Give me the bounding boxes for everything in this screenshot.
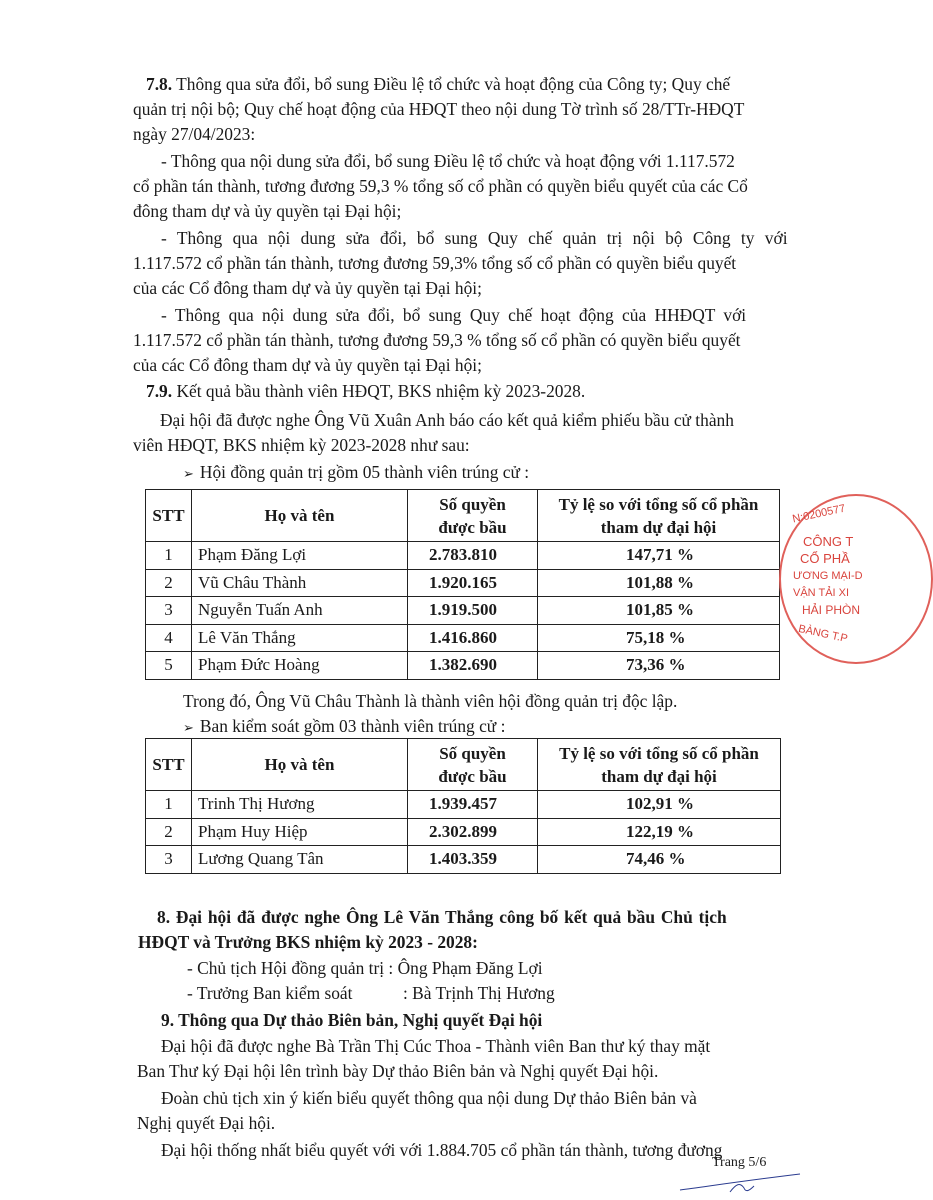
cell-votes: 1.416.860 [408, 624, 538, 652]
text-line: - Thông qua nội dung sửa đổi, bổ sung Quy chế hoạt động của HHĐQT với [161, 305, 747, 325]
cell-ratio: 101,88 % [538, 569, 780, 597]
header-name: Họ và tên [192, 739, 408, 791]
stamp-text: N:0200577 [791, 502, 847, 526]
page-number: Trang 5/6 [712, 1155, 767, 1170]
bullet-arrow-icon: ➢ [183, 721, 194, 736]
table-row [146, 542, 780, 570]
header-votes-line2: được bầu [438, 517, 507, 537]
cell-name: Trinh Thị Hương [192, 791, 408, 819]
section-text: Thông qua sửa đổi, bổ sung Điều lệ tổ chức và hoạt động của Công ty; Quy chế [172, 74, 731, 94]
cell-votes: 1.382.690 [408, 652, 538, 680]
cell-name: Lương Quang Tân [192, 846, 408, 874]
cell-name: Nguyễn Tuấn Anh [192, 597, 408, 625]
cell-votes: 1.919.500 [408, 597, 538, 625]
cell-ratio: 73,36 % [538, 652, 780, 680]
cell-ratio: 74,46 % [538, 846, 781, 874]
bks-table [145, 738, 781, 874]
text-line: 1.117.572 cổ phần tán thành, tương đương 59,3 % tổng số cổ phần có quyền biểu quyết [133, 330, 741, 350]
cell-name: Phạm Đức Hoàng [192, 652, 408, 680]
cell-votes: 1.939.457 [408, 791, 538, 819]
bks-head-value: : Bà Trịnh Thị Hương [403, 983, 555, 1003]
bullet-hdqt [183, 462, 529, 483]
header-ratio [538, 490, 780, 542]
cell-name: Lê Văn Thắng [192, 624, 408, 652]
header-stt: STT [146, 739, 192, 791]
table-row [146, 791, 781, 819]
cell-votes: 1.920.165 [408, 569, 538, 597]
header-stt: STT [146, 490, 192, 542]
header-ratio [538, 739, 781, 791]
header-votes [408, 490, 538, 542]
section-number: 7.8. [146, 74, 173, 94]
text-line: của các Cổ đông tham dự và ủy quyền tại Đại hội; [133, 278, 482, 298]
section-7-8-heading [146, 74, 730, 95]
header-ratio-line2: tham dự đại hội [601, 766, 717, 786]
cell-name: Vũ Châu Thành [192, 569, 408, 597]
table-row [146, 569, 780, 597]
section-7-9-heading [146, 381, 585, 402]
text-line: - Thông qua nội dung sửa đổi, bổ sung Điều lệ tổ chức và hoạt động với 1.117.572 [161, 151, 735, 171]
cell-stt: 4 [146, 624, 192, 652]
cell-stt: 5 [146, 652, 192, 680]
table-row [146, 652, 780, 680]
text-line: Đoàn chủ tịch xin ý kiến biểu quyết thông qua nội dung Dự thảo Biên bản và [161, 1088, 697, 1108]
header-ratio-line2: tham dự đại hội [600, 517, 717, 537]
text-line: Nghị quyết Đại hội. [137, 1113, 276, 1133]
header-ratio-line1: Tỷ lệ so với tổng số cổ phần [559, 743, 759, 763]
text-line: Ban Thư ký Đại hội lên trình bày Dự thảo Biên bản và Nghị quyết Đại hội. [137, 1061, 659, 1081]
header-votes-line1: Số quyền [439, 743, 506, 763]
stamp-text: CỔ PHẦ [800, 551, 850, 566]
cell-ratio: 102,91 % [538, 791, 781, 819]
bullet-label: Ban kiểm soát gồm 03 thành viên trúng cử : [199, 716, 506, 736]
text-line: Đại hội đã được nghe Ông Vũ Xuân Anh báo cáo kết quả kiểm phiếu bầu cử thành [160, 410, 734, 430]
text-line: cổ phần tán thành, tương đương 59,3 % tổng số cổ phần có quyền biểu quyết của các Cổ [133, 176, 748, 196]
cell-stt: 2 [146, 818, 192, 846]
section-8-heading-line1: 8. Đại hội đã được nghe Ông Lê Văn Thắng công bố kết quả bầu Chủ tịch [157, 907, 727, 927]
table-header-row [146, 739, 781, 791]
section-8-heading-line2: HĐQT và Trưởng BKS nhiệm kỳ 2023 - 2028: [138, 932, 478, 952]
cell-stt: 3 [146, 597, 192, 625]
stamp-text: VẬN TẢI XI [793, 587, 850, 599]
cell-votes: 2.783.810 [408, 542, 538, 570]
bullet-arrow-icon: ➢ [183, 467, 194, 482]
text-line: Đại hội thống nhất biểu quyết với với 1.884.705 cổ phần tán thành, tương đương [161, 1140, 723, 1160]
section-9-heading: 9. Thông qua Dự thảo Biên bản, Nghị quyết Đại hội [161, 1010, 543, 1030]
stamp-text: ƯƠNG MẠI-D [793, 570, 863, 582]
cell-ratio: 147,71 % [538, 542, 780, 570]
cell-name: Phạm Huy Hiệp [192, 818, 408, 846]
header-votes-line1: Số quyền [439, 494, 506, 514]
table-row [146, 597, 780, 625]
text-line: 1.117.572 cổ phần tán thành, tương đương 59,3% tổng số cổ phần có quyền biểu quyết [133, 253, 737, 273]
header-votes-line2: được bầu [438, 766, 507, 786]
header-ratio-line1: Tỷ lệ so với tổng số cổ phần [558, 494, 759, 514]
chair-line: - Chủ tịch Hội đồng quản trị : Ông Phạm Đăng Lợi [187, 958, 543, 978]
section-number: 7.9. [146, 381, 173, 401]
stamp-text: HẢI PHÒN [802, 603, 861, 617]
cell-name: Phạm Đăng Lợi [192, 542, 408, 570]
text-line: ngày 27/04/2023: [133, 124, 256, 144]
text-line: của các Cổ đông tham dự và ủy quyền tại Đại hội; [133, 355, 482, 375]
table-row [146, 624, 780, 652]
stamp-text: BÀNG T.P [797, 622, 849, 646]
cell-stt: 2 [146, 569, 192, 597]
table-row [146, 846, 781, 874]
bullet-bks [183, 716, 505, 737]
header-votes [408, 739, 538, 791]
cell-stt: 1 [146, 791, 192, 819]
cell-stt: 3 [146, 846, 192, 874]
cell-ratio: 101,85 % [538, 597, 780, 625]
signature-scribble [670, 1160, 830, 1200]
table-header-row [146, 490, 780, 542]
bks-head-label: - Trưởng Ban kiểm soát [187, 983, 353, 1003]
text-line: đông tham dự và ủy quyền tại Đại hội; [133, 201, 402, 221]
cell-stt: 1 [146, 542, 192, 570]
section-text: Kết quả bầu thành viên HĐQT, BKS nhiệm kỳ 2023-2028. [172, 381, 586, 401]
stamp-text: CÔNG T [803, 534, 854, 549]
bullet-label: Hội đồng quản trị gồm 05 thành viên trúng cử : [199, 462, 530, 482]
cell-ratio: 122,19 % [538, 818, 781, 846]
cell-ratio: 75,18 % [538, 624, 780, 652]
text-line: quản trị nội bộ; Quy chế hoạt động của HĐQT theo nội dung Tờ trình số 28/TTr-HĐQT [133, 99, 745, 119]
text-line: - Thông qua nội dung sửa đổi, bổ sung Quy chế quản trị nội bộ Công ty với [161, 228, 788, 248]
text-line: Trong đó, Ông Vũ Châu Thành là thành viên hội đồng quản trị độc lập. [183, 691, 678, 711]
text-line: Đại hội đã được nghe Bà Trần Thị Cúc Thoa - Thành viên Ban thư ký thay mặt [161, 1036, 711, 1056]
cell-votes: 1.403.359 [408, 846, 538, 874]
text-line: viên HĐQT, BKS nhiệm kỳ 2023-2028 như sau: [133, 435, 470, 455]
cell-votes: 2.302.899 [408, 818, 538, 846]
table-row [146, 818, 781, 846]
hdqt-table [145, 489, 780, 680]
header-name: Họ và tên [192, 490, 408, 542]
